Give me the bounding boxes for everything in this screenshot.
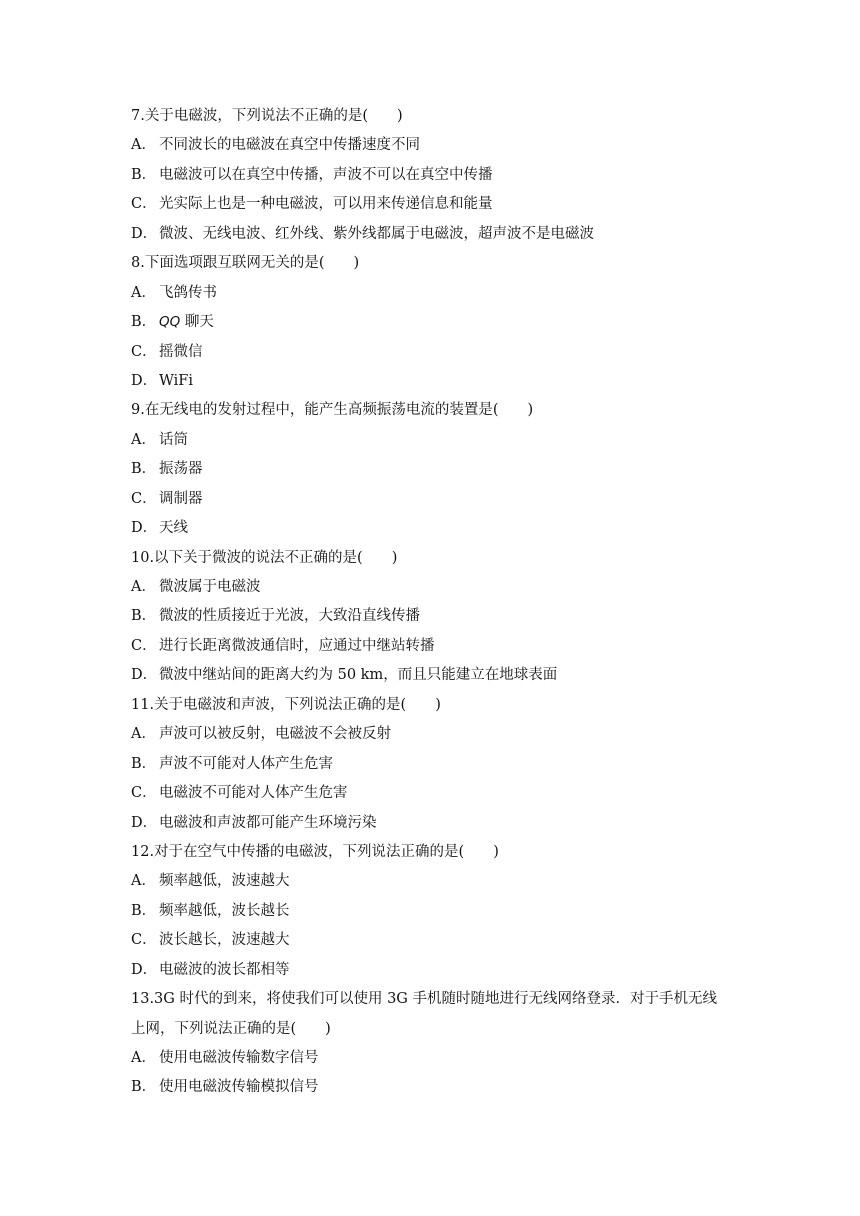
question-12-option-c: C． 波长越长，波速越大 bbox=[131, 932, 290, 949]
question-9-option-b: B． 振荡器 bbox=[131, 461, 203, 478]
question-7-option-b: B． 电磁波可以在真空中传播，声波不可以在真空中传播 bbox=[131, 166, 493, 183]
question-8-option-d: D． WiFi bbox=[131, 372, 193, 389]
question-7-option-a: A． 不同波长的电磁波在真空中传播速度不同 bbox=[131, 137, 420, 154]
question-10-option-d: D． 微波中继站间的距离大约为 50 km，而且只能建立在地球表面 bbox=[131, 667, 558, 684]
question-13-option-b: B． 使用电磁波传输模拟信号 bbox=[131, 1079, 319, 1096]
question-11-stem: 11.关于电磁波和声波，下列说法正确的是( ) bbox=[131, 696, 441, 713]
question-12-option-a: A． 频率越低，波速越大 bbox=[131, 873, 290, 890]
question-12-option-d: D． 电磁波的波长都相等 bbox=[131, 961, 290, 978]
question-11-option-b: B． 声波不可能对人体产生危害 bbox=[131, 755, 333, 772]
question-9-option-c: C． 调制器 bbox=[131, 490, 203, 507]
question-8-option-c: C． 摇微信 bbox=[131, 343, 203, 360]
question-8-option-b: B． QQ 聊天 bbox=[131, 314, 214, 331]
question-7-option-d: D． 微波、无线电波、红外线、紫外线都属于电磁波，超声波不是电磁波 bbox=[131, 225, 594, 242]
question-11-option-a: A． 声波可以被反射，电磁波不会被反射 bbox=[131, 726, 391, 743]
question-10-option-c: C． 进行长距离微波通信时，应通过中继站转播 bbox=[131, 637, 435, 654]
question-7-stem: 7.关于电磁波，下列说法不正确的是( ) bbox=[131, 108, 403, 124]
question-11-option-c: C． 电磁波不可能对人体产生危害 bbox=[131, 785, 348, 802]
question-11-option-d: D． 电磁波和声波都可能产生环境污染 bbox=[131, 814, 377, 831]
question-13-option-a: A． 使用电磁波传输数字信号 bbox=[131, 1050, 319, 1066]
question-10-option-a: A． 微波属于电磁波 bbox=[131, 579, 261, 595]
question-9-option-a: A． 话筒 bbox=[131, 431, 188, 448]
question-8-option-a: A． 飞鸽传书 bbox=[131, 284, 217, 301]
question-12-stem: 12.对于在空气中传播的电磁波，下列说法正确的是( ) bbox=[131, 843, 499, 860]
question-9-option-d: D． 天线 bbox=[131, 520, 188, 537]
question-8-stem: 8.下面选项跟互联网无关的是( ) bbox=[131, 255, 360, 272]
question-10-stem: 10.以下关于微波的说法不正确的是( ) bbox=[131, 549, 398, 566]
question-7-option-c: C． 光实际上也是一种电磁波，可以用来传递信息和能量 bbox=[131, 196, 493, 213]
question-13-stem-continued: 上网，下列说法正确的是( ) bbox=[131, 1020, 331, 1037]
question-9-stem: 9.在无线电的发射过程中，能产生高频振荡电流的装置是( ) bbox=[131, 402, 534, 419]
question-13-stem: 13.3G 时代的到来，将使我们可以使用 3G 手机随时随地进行无线网络登录．对于手机无线 bbox=[131, 991, 718, 1008]
question-10-option-b: B． 微波的性质接近于光波，大致沿直线传播 bbox=[131, 608, 420, 625]
question-list bbox=[131, 102, 741, 1103]
question-12-option-b: B． 频率越低，波长越长 bbox=[131, 902, 290, 919]
